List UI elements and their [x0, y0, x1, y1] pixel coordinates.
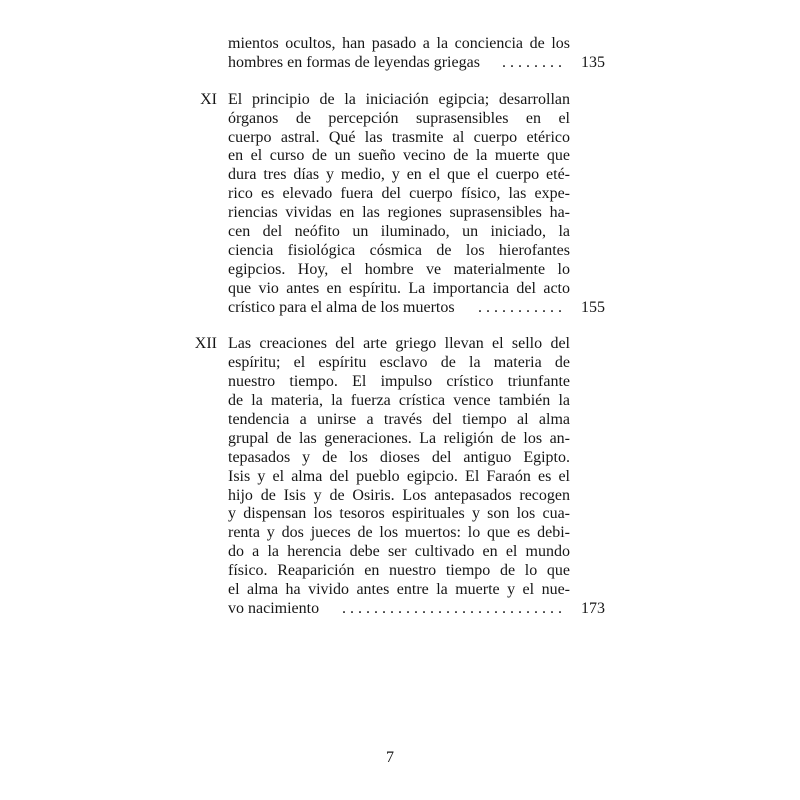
entry-line: ciencia fisiológica cósmica de los hierofantes — [228, 241, 570, 259]
entry-line: mientos ocultos, han pasado a la conciencia de los — [228, 35, 570, 52]
entry-line: físico. Reaparición en nuestro tiempo de lo que — [228, 562, 570, 580]
leader-dots: . . . . . . . . . . . . . . . . . . . . . . . . . . . . — [342, 599, 562, 617]
entry-last-text: vo nacimiento — [228, 599, 320, 617]
page-number: 155 — [581, 298, 605, 316]
table-of-contents — [180, 35, 605, 637]
entry-last-text: hombres en formas de leyendas griegas — [228, 53, 480, 71]
entry-line: en el curso de un sueño vecino de la muerte que — [228, 147, 570, 165]
entry-line: Las creaciones del arte griego llevan el sello del — [228, 335, 570, 353]
entry-last-line — [228, 600, 605, 619]
leader-dots: . . . . . . . . — [502, 53, 562, 71]
entry-numeral-spacer — [180, 35, 217, 54]
entry-line: renta y dos jueces de los muertos: lo que es debi- — [228, 524, 570, 542]
entry-line: Isis y el alma del pueblo egipcio. El Faraón es el — [228, 467, 570, 485]
toc-entry — [180, 91, 605, 318]
entry-line: órganos de percepción suprasensibles en el — [228, 109, 570, 127]
entry-line: tepasados y de los dioses del antiguo Egipto. — [228, 448, 570, 466]
entry-line: de la materia, la fuerza crística vence también la — [228, 392, 570, 410]
entry-numeral: XI — [200, 90, 217, 108]
entry-line: egipcios. Hoy, el hombre ve materialmente lo — [228, 260, 570, 278]
entry-last-line — [228, 54, 605, 73]
entry-line: que vio antes en espíritu. La importancia del acto — [228, 279, 570, 297]
entry-line: rico es elevado fuera del cuerpo físico, las expe- — [228, 185, 570, 203]
entry-line: grupal de las generaciones. La religión de los an- — [228, 429, 570, 447]
entry-line: El principio de la iniciación egipcia; desarrollan — [228, 90, 570, 108]
entry-line: cen del neófito un iluminado, un iniciado, la — [228, 223, 570, 241]
toc-entry — [180, 35, 605, 73]
entry-line: dura tres días y medio, y en el que el cuerpo eté- — [228, 166, 570, 184]
page-number: 135 — [581, 53, 605, 71]
entry-line: nuestro tiempo. El impulso crístico triunfante — [228, 373, 570, 391]
entry-last-text: crístico para el alma de los muertos — [228, 298, 455, 316]
entry-body — [228, 335, 605, 618]
entry-line: do a la herencia debe ser cultivado en el mundo — [228, 543, 570, 561]
entry-line: hijo de Isis y de Osiris. Los antepasados recogen — [228, 486, 570, 504]
entry-line: cuerpo astral. Qué las trasmite al cuerpo etérico — [228, 128, 570, 146]
entry-line: riencias vividas en las regiones suprasensibles ha- — [228, 204, 570, 222]
entry-body — [228, 35, 605, 73]
leader-dots: . . . . . . . . . . . — [478, 298, 562, 316]
entry-line: el alma ha vivido antes entre la muerte y el nue- — [228, 581, 570, 599]
page-number: 173 — [581, 599, 605, 617]
entry-body — [228, 91, 605, 318]
entry-line: y dispensan los tesoros espirituales y son los cua- — [228, 505, 570, 523]
page-folio: 7 — [386, 749, 394, 766]
entry-line: tendencia a unirse a través del tiempo al alma — [228, 411, 570, 429]
entry-last-line — [228, 299, 605, 318]
entry-line: espíritu; el espíritu esclavo de la materia de — [228, 354, 570, 372]
toc-entry — [180, 335, 605, 618]
entry-numeral: XII — [194, 335, 217, 353]
